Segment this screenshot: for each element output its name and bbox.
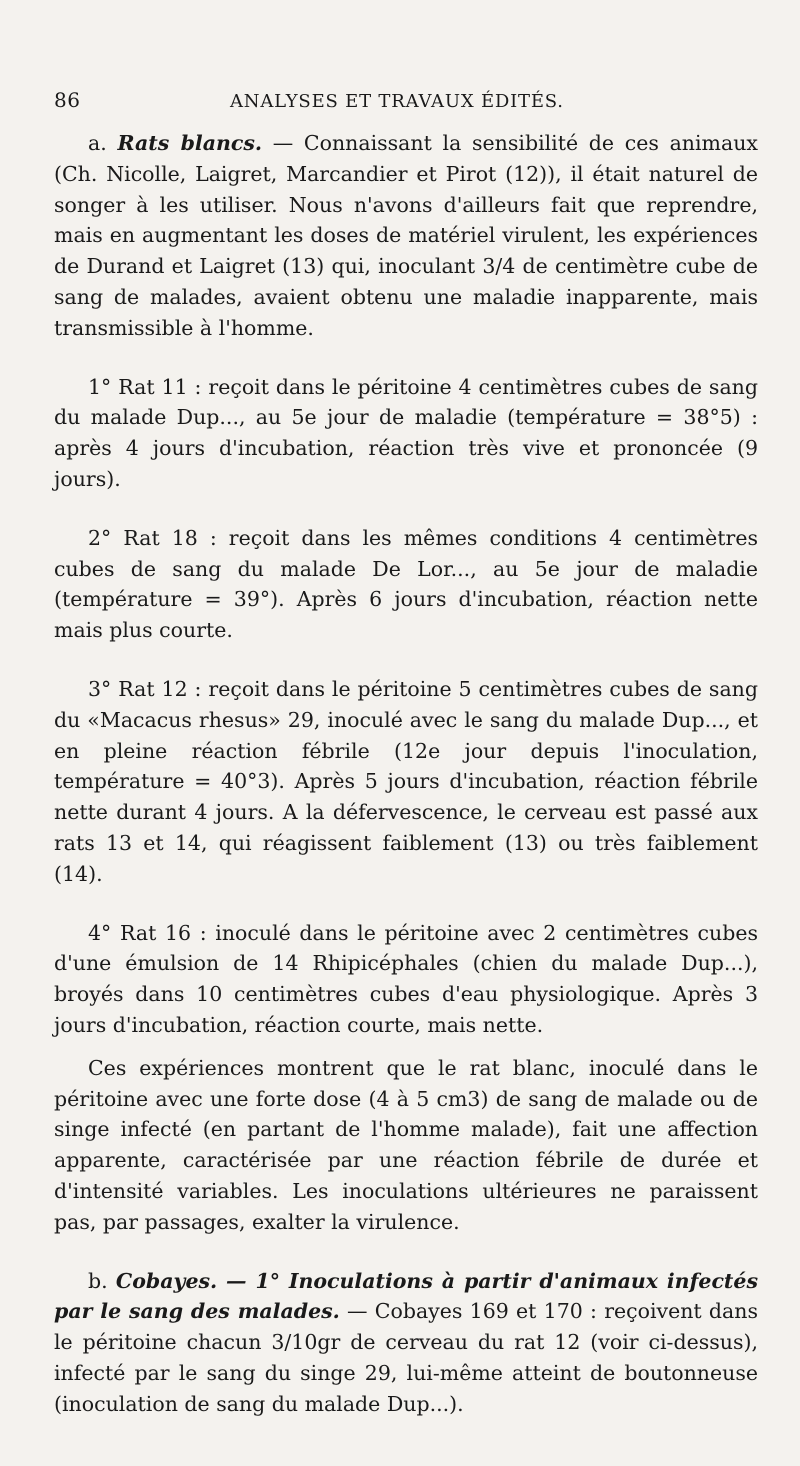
paragraph-rat-16 (54, 918, 758, 1041)
running-head (54, 88, 758, 124)
paragraph-lead: a. (88, 131, 107, 155)
paragraph-text: — Cobayes 169 et 170 : reçoivent dans le péritoine chacun 3/10gr de cerveau du rat 12 (voir ci-dessus), infecté par le sang du singe 29, lui-même atteint de boutonneuse (inoculation de sang du malade Dup...). (54, 1299, 758, 1416)
section-heading: Rats blancs. (117, 131, 263, 155)
paragraph-text: 3° Rat 12 : reçoit dans le péritoine 5 centimètres cubes de sang du «Macacus rhesus» 29, inoculé avec le sang du malade Dup..., et en pleine réaction fébrile (12e jour depuis l'inoculation, température = 40°3). Après 5 jours d'incubation, réaction fébrile nette durant 4 jours. A la défervescence, le cerveau est passé aux rats 13 et 14, qui réagissent faiblement (13) ou très faiblement (14). (54, 676, 758, 886)
paragraph-rat-12 (54, 674, 758, 890)
paragraph-cobayes (54, 1266, 758, 1420)
paragraph-rat-18 (54, 523, 758, 646)
paragraph-lead: b. (88, 1268, 108, 1293)
paragraph-rat-11 (54, 372, 758, 495)
running-title: ANALYSES ET TRAVAUX ÉDITÉS. (230, 91, 564, 112)
page-number: 86 (54, 88, 81, 112)
body-text (54, 128, 758, 1419)
section-heading: Cobayes. — 1° Inoculations à partir d'animaux infectés par le sang des malades. (54, 1268, 758, 1324)
paragraph-text: 4° Rat 16 : inoculé dans le péritoine avec 2 centimètres cubes d'une émulsion de 14 Rhipicéphales (chien du malade Dup...), broyés dans 10 centimètres cubes d'eau physiologique. Après 3 jours d'incubation, réaction courte, mais nette. (54, 920, 758, 1037)
paragraph-text: Ces expériences montrent que le rat blanc, inoculé dans le péritoine avec une forte dose (4 à 5 cm3) de sang de malade ou de singe infecté (en partant de l'homme malade), fait une affection apparente, caractérisée par une réaction fébrile de durée et d'intensité variables. Les inoculations ultérieures ne paraissent pas, par passages, exalter la virulence. (54, 1055, 758, 1234)
paragraph-text: — Connaissant la sensibilité de ces animaux (Ch. Nicolle, Laigret, Marcandier et Pirot (12)), il était naturel de songer à les utiliser. Nous n'avons d'ailleurs fait que reprendre, mais en augmentant les doses de matériel virulent, les expériences de Durand et Laigret (13) qui, inoculant 3/4 de centimètre cube de sang de malades, avaient obtenu une maladie inapparente, mais transmissible à l'homme. (54, 131, 758, 340)
paragraph-text: 1° Rat 11 : reçoit dans le péritoine 4 centimètres cubes de sang du malade Dup..., au 5e jour de maladie (température = 38°5) : après 4 jours d'incubation, réaction très vive et prononcée (9 jours). (54, 374, 758, 491)
paragraph-text: 2° Rat 18 : reçoit dans les mêmes conditions 4 centimètres cubes de sang du malade De Lor..., au 5e jour de maladie (température = 39°). Après 6 jours d'incubation, réaction nette mais plus courte. (54, 525, 758, 643)
paragraph-rats-blancs (54, 128, 758, 344)
paragraph-conclusion (54, 1053, 758, 1238)
